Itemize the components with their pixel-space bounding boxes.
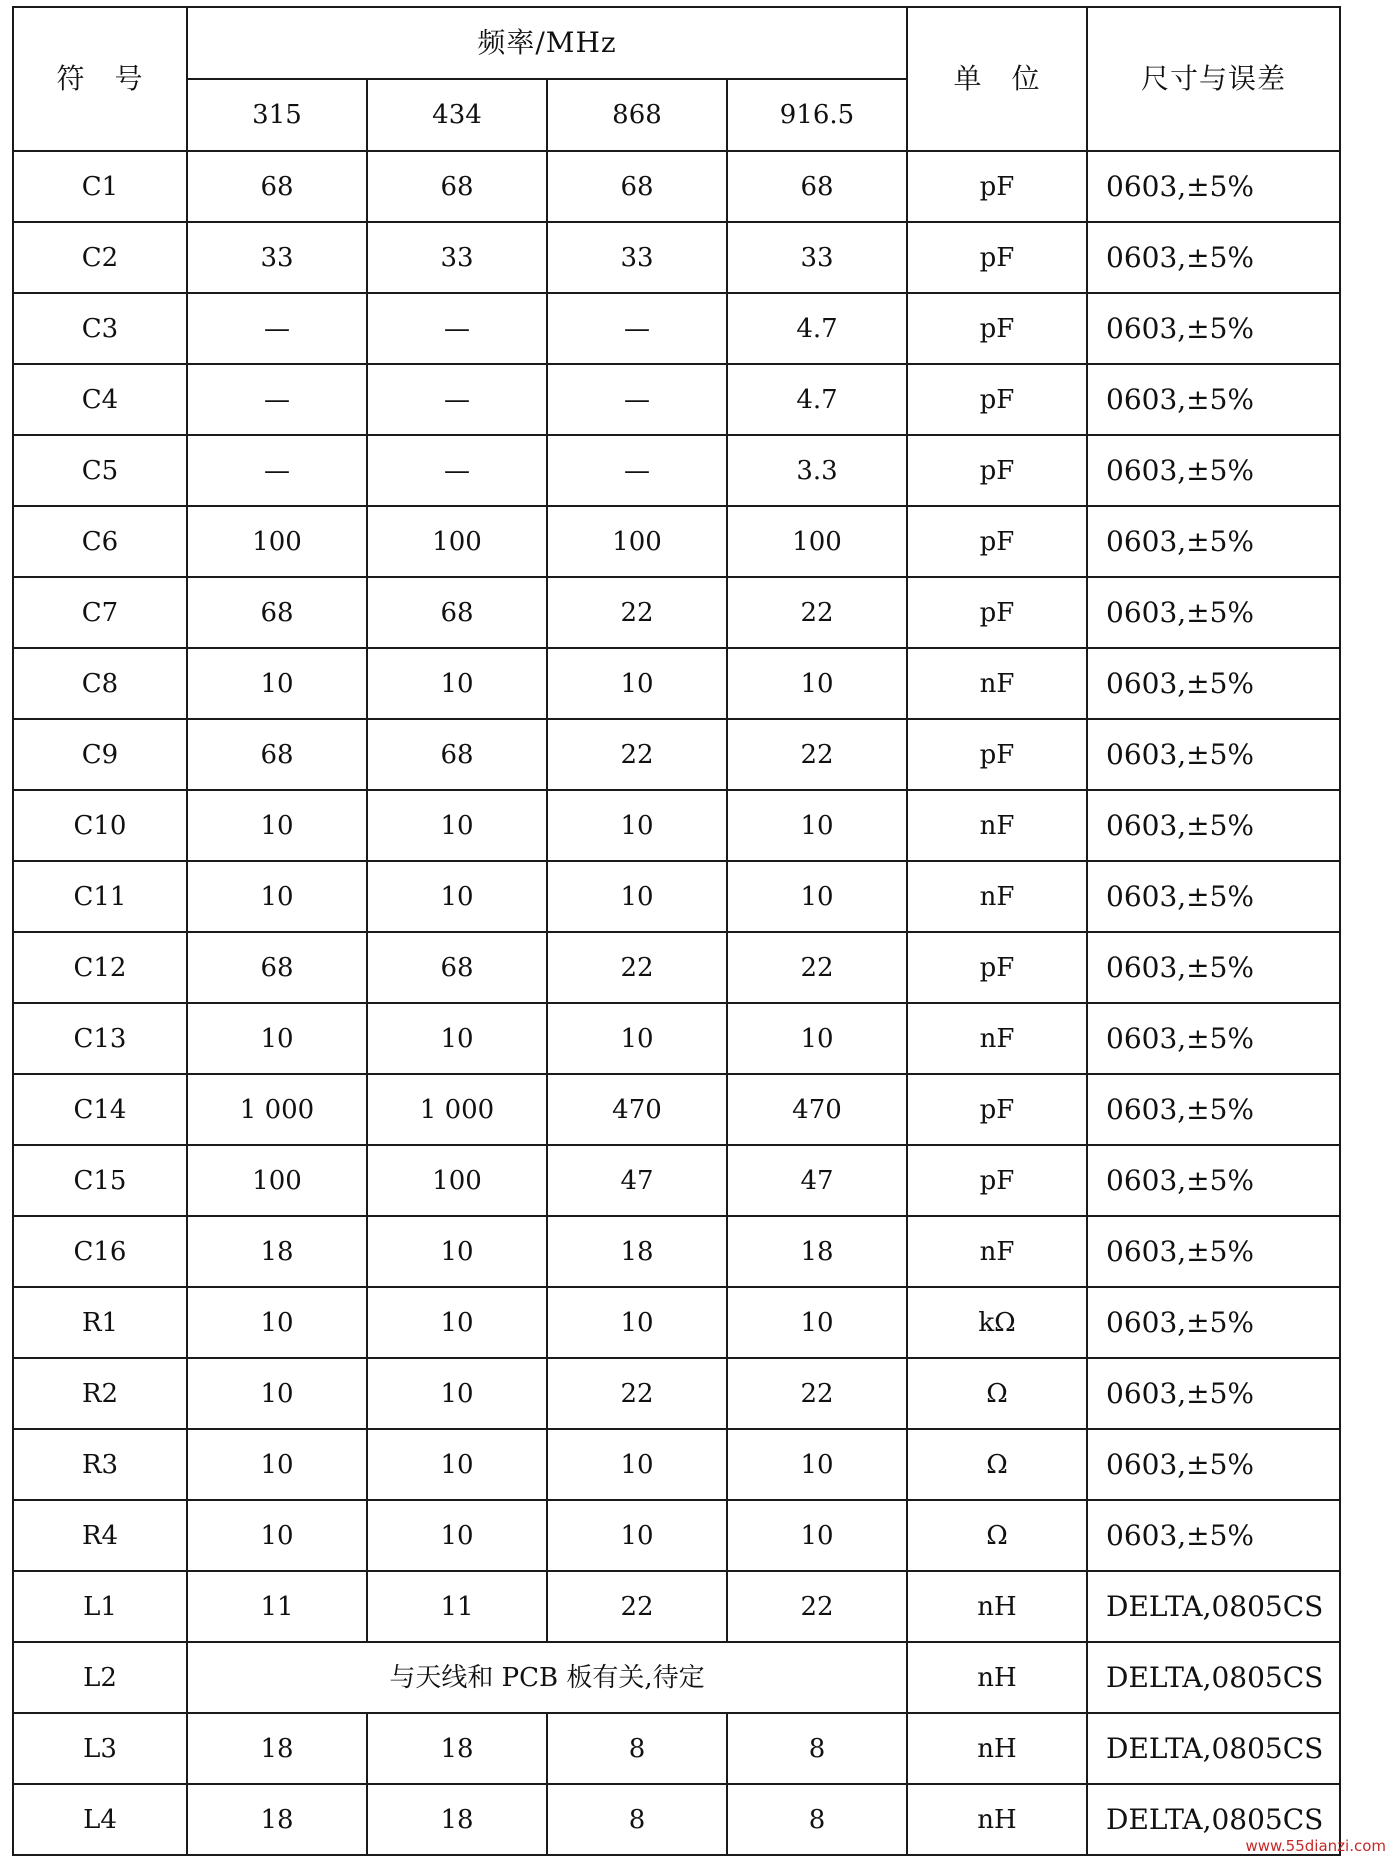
spec-cell: DELTA,0805CS: [1087, 1713, 1340, 1784]
spec-cell: 0603,±5%: [1087, 1074, 1340, 1145]
value-cell: 10: [367, 648, 547, 719]
value-cell: 10: [367, 1500, 547, 1571]
header-size-tolerance: 尺寸与误差: [1087, 7, 1340, 151]
value-cell: 22: [727, 1358, 907, 1429]
value-cell: 33: [547, 222, 727, 293]
value-cell: 68: [367, 577, 547, 648]
value-cell: 10: [727, 861, 907, 932]
spec-cell: 0603,±5%: [1087, 1287, 1340, 1358]
value-cell: 68: [727, 151, 907, 222]
spec-cell: DELTA,0805CS: [1087, 1642, 1340, 1713]
value-cell: 22: [727, 719, 907, 790]
table-row: [13, 1216, 1340, 1287]
value-cell: 33: [187, 222, 367, 293]
symbol-cell: R1: [13, 1287, 187, 1358]
spec-cell: 0603,±5%: [1087, 293, 1340, 364]
value-cell: —: [367, 364, 547, 435]
value-cell: 10: [547, 790, 727, 861]
table-row: [13, 790, 1340, 861]
symbol-cell: R4: [13, 1500, 187, 1571]
unit-cell: pF: [907, 1074, 1087, 1145]
value-cell: 22: [547, 1571, 727, 1642]
table-row: [13, 1145, 1340, 1216]
value-cell: 18: [367, 1784, 547, 1855]
table-row: [13, 648, 1340, 719]
value-cell: 18: [547, 1216, 727, 1287]
value-cell: 4.7: [727, 293, 907, 364]
symbol-cell: C11: [13, 861, 187, 932]
value-cell: —: [187, 435, 367, 506]
symbol-cell: R2: [13, 1358, 187, 1429]
value-cell: 10: [727, 790, 907, 861]
value-cell: 8: [727, 1784, 907, 1855]
table-row: [13, 1784, 1340, 1855]
symbol-cell: L4: [13, 1784, 187, 1855]
value-cell: 68: [367, 151, 547, 222]
table-row: [13, 1429, 1340, 1500]
value-cell: 470: [727, 1074, 907, 1145]
value-cell: 10: [187, 1003, 367, 1074]
value-cell: —: [187, 364, 367, 435]
table-row: [13, 1358, 1340, 1429]
symbol-cell: C3: [13, 293, 187, 364]
unit-cell: pF: [907, 577, 1087, 648]
value-cell: 10: [367, 861, 547, 932]
value-cell: 10: [187, 861, 367, 932]
table-row: [13, 719, 1340, 790]
value-cell: 22: [727, 577, 907, 648]
spec-cell: 0603,±5%: [1087, 151, 1340, 222]
value-cell: 10: [727, 1500, 907, 1571]
value-cell: 10: [547, 861, 727, 932]
value-cell: —: [547, 364, 727, 435]
value-cell: 100: [187, 506, 367, 577]
value-cell: —: [547, 435, 727, 506]
symbol-cell: C2: [13, 222, 187, 293]
value-cell: 10: [727, 1003, 907, 1074]
value-cell: 10: [727, 648, 907, 719]
value-cell: 22: [547, 577, 727, 648]
value-cell: 18: [187, 1216, 367, 1287]
value-cell: 10: [367, 1003, 547, 1074]
value-cell: 100: [727, 506, 907, 577]
unit-cell: Ω: [907, 1358, 1087, 1429]
value-cell: 10: [367, 1358, 547, 1429]
table-row: [13, 1500, 1340, 1571]
value-cell: 100: [547, 506, 727, 577]
value-cell: 10: [547, 1287, 727, 1358]
value-cell: 4.7: [727, 364, 907, 435]
value-cell: 8: [727, 1713, 907, 1784]
header-unit: 单 位: [907, 7, 1087, 151]
unit-cell: pF: [907, 293, 1087, 364]
unit-cell: pF: [907, 151, 1087, 222]
spec-cell: 0603,±5%: [1087, 1216, 1340, 1287]
value-cell: 10: [547, 1003, 727, 1074]
unit-cell: nF: [907, 648, 1087, 719]
value-cell: 8: [547, 1713, 727, 1784]
value-cell: —: [367, 293, 547, 364]
symbol-cell: C13: [13, 1003, 187, 1074]
symbol-cell: C5: [13, 435, 187, 506]
unit-cell: nH: [907, 1642, 1087, 1713]
unit-cell: kΩ: [907, 1287, 1087, 1358]
value-cell: —: [367, 435, 547, 506]
value-cell: 100: [367, 1145, 547, 1216]
symbol-cell: C12: [13, 932, 187, 1003]
table-row: [13, 932, 1340, 1003]
watermark: www.55dianzi.com: [1245, 1837, 1386, 1855]
value-cell: 22: [547, 1358, 727, 1429]
value-cell: 68: [187, 719, 367, 790]
value-cell: 470: [547, 1074, 727, 1145]
symbol-cell: C1: [13, 151, 187, 222]
symbol-cell: L3: [13, 1713, 187, 1784]
unit-cell: pF: [907, 506, 1087, 577]
value-cell: 10: [367, 790, 547, 861]
spec-cell: 0603,±5%: [1087, 790, 1340, 861]
merged-note-cell: 与天线和 PCB 板有关,待定: [187, 1642, 907, 1713]
header-frequency-group: 频率/MHz: [187, 7, 907, 79]
value-cell: 22: [727, 1571, 907, 1642]
value-cell: 22: [547, 719, 727, 790]
table-row: [13, 1642, 1340, 1713]
unit-cell: pF: [907, 932, 1087, 1003]
value-cell: 10: [367, 1287, 547, 1358]
symbol-cell: C8: [13, 648, 187, 719]
symbol-cell: C16: [13, 1216, 187, 1287]
spec-cell: 0603,±5%: [1087, 932, 1340, 1003]
table-row: [13, 1287, 1340, 1358]
symbol-cell: C4: [13, 364, 187, 435]
spec-cell: 0603,±5%: [1087, 435, 1340, 506]
spec-cell: 0603,±5%: [1087, 719, 1340, 790]
spec-cell: 0603,±5%: [1087, 1429, 1340, 1500]
unit-cell: pF: [907, 364, 1087, 435]
spec-cell: 0603,±5%: [1087, 222, 1340, 293]
unit-cell: nF: [907, 790, 1087, 861]
table-row: [13, 577, 1340, 648]
value-cell: 10: [367, 1216, 547, 1287]
value-cell: 10: [187, 1500, 367, 1571]
header-frequency: 868: [547, 79, 727, 151]
symbol-cell: C6: [13, 506, 187, 577]
value-cell: 47: [727, 1145, 907, 1216]
table-row: [13, 1074, 1340, 1145]
symbol-cell: C9: [13, 719, 187, 790]
symbol-cell: R3: [13, 1429, 187, 1500]
value-cell: 10: [547, 1429, 727, 1500]
value-cell: 10: [187, 1429, 367, 1500]
value-cell: 68: [187, 932, 367, 1003]
spec-cell: 0603,±5%: [1087, 364, 1340, 435]
table-row: [13, 151, 1340, 222]
table-row: [13, 506, 1340, 577]
table-row: [13, 364, 1340, 435]
unit-cell: nF: [907, 1216, 1087, 1287]
symbol-cell: C14: [13, 1074, 187, 1145]
table-row: [13, 222, 1340, 293]
value-cell: 18: [187, 1784, 367, 1855]
unit-cell: nH: [907, 1784, 1087, 1855]
header-symbol: 符 号: [13, 7, 187, 151]
unit-cell: nF: [907, 861, 1087, 932]
value-cell: 1 000: [187, 1074, 367, 1145]
value-cell: 10: [727, 1287, 907, 1358]
spec-cell: 0603,±5%: [1087, 1500, 1340, 1571]
spec-cell: DELTA,0805CS: [1087, 1571, 1340, 1642]
unit-cell: nH: [907, 1571, 1087, 1642]
value-cell: 1 000: [367, 1074, 547, 1145]
unit-cell: pF: [907, 719, 1087, 790]
value-cell: 18: [727, 1216, 907, 1287]
value-cell: 18: [367, 1713, 547, 1784]
table-row: [13, 861, 1340, 932]
value-cell: 11: [187, 1571, 367, 1642]
unit-cell: Ω: [907, 1429, 1087, 1500]
value-cell: 10: [187, 648, 367, 719]
table-row: [13, 1571, 1340, 1642]
header-frequency: 434: [367, 79, 547, 151]
value-cell: 100: [187, 1145, 367, 1216]
spec-cell: 0603,±5%: [1087, 861, 1340, 932]
value-cell: —: [547, 293, 727, 364]
value-cell: 47: [547, 1145, 727, 1216]
value-cell: 10: [187, 1287, 367, 1358]
value-cell: 10: [187, 790, 367, 861]
value-cell: 22: [727, 932, 907, 1003]
spec-cell: 0603,±5%: [1087, 506, 1340, 577]
spec-cell: 0603,±5%: [1087, 648, 1340, 719]
spec-cell: 0603,±5%: [1087, 577, 1340, 648]
header-frequency: 315: [187, 79, 367, 151]
value-cell: 68: [187, 577, 367, 648]
value-cell: 33: [727, 222, 907, 293]
symbol-cell: C10: [13, 790, 187, 861]
value-cell: 68: [187, 151, 367, 222]
value-cell: —: [187, 293, 367, 364]
symbol-cell: C7: [13, 577, 187, 648]
table-row: [13, 1713, 1340, 1784]
table-body: [13, 151, 1340, 1855]
value-cell: 10: [547, 648, 727, 719]
value-cell: 100: [367, 506, 547, 577]
value-cell: 10: [367, 1429, 547, 1500]
value-cell: 33: [367, 222, 547, 293]
value-cell: 3.3: [727, 435, 907, 506]
value-cell: 68: [367, 719, 547, 790]
value-cell: 68: [367, 932, 547, 1003]
unit-cell: pF: [907, 1145, 1087, 1216]
value-cell: 8: [547, 1784, 727, 1855]
table-row: [13, 293, 1340, 364]
value-cell: 68: [547, 151, 727, 222]
value-cell: 10: [727, 1429, 907, 1500]
symbol-cell: C15: [13, 1145, 187, 1216]
unit-cell: nF: [907, 1003, 1087, 1074]
header-frequency: 916.5: [727, 79, 907, 151]
spec-cell: 0603,±5%: [1087, 1003, 1340, 1074]
unit-cell: Ω: [907, 1500, 1087, 1571]
spec-cell: 0603,±5%: [1087, 1358, 1340, 1429]
symbol-cell: L2: [13, 1642, 187, 1713]
unit-cell: pF: [907, 222, 1087, 293]
unit-cell: pF: [907, 435, 1087, 506]
value-cell: 10: [187, 1358, 367, 1429]
spec-cell: DELTA,0805CS: [1087, 1784, 1340, 1855]
unit-cell: nH: [907, 1713, 1087, 1784]
spec-cell: 0603,±5%: [1087, 1145, 1340, 1216]
value-cell: 18: [187, 1713, 367, 1784]
value-cell: 10: [547, 1500, 727, 1571]
component-table: [12, 6, 1341, 1856]
symbol-cell: L1: [13, 1571, 187, 1642]
table-row: [13, 1003, 1340, 1074]
value-cell: 11: [367, 1571, 547, 1642]
table-row: [13, 435, 1340, 506]
value-cell: 22: [547, 932, 727, 1003]
